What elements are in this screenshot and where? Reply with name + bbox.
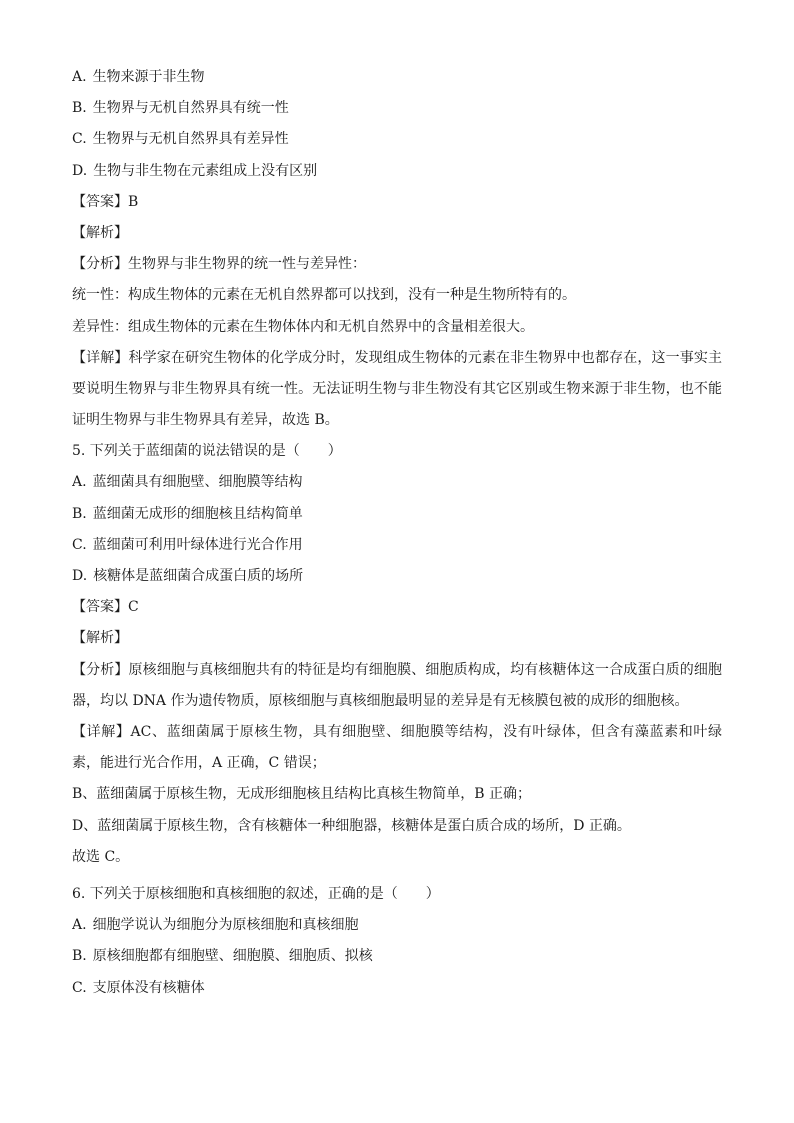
q4-option-b: B. 生物界与无机自然界具有统一性	[72, 100, 289, 117]
q4-xiangjie: 【详解】科学家在研究生物体的化学成分时，发现组成生物体的元素在非生物界中也都存在，这一事实主要说明生物界与非生物界具有统一性。无法证明生物与非生物没有其它区别或生物来源于非生物，也不能证明生物界与非生物界具有差异，故选 B。	[72, 349, 723, 429]
q5-option-b: B. 蓝细菌无成形的细胞核且结构简单	[72, 505, 303, 522]
q4-option-d: D. 生物与非生物在元素组成上没有区别	[72, 162, 318, 179]
q5-answer: 【答案】C	[72, 599, 139, 616]
q4-answer: 【答案】B	[72, 193, 139, 210]
q5-analysis-heading: 【解析】	[72, 630, 128, 647]
q5-conclusion: 故选 C。	[72, 848, 130, 865]
q5-stem: 5. 下列关于蓝细菌的说法错误的是（ ）	[72, 443, 342, 460]
q5-option-a: A. 蓝细菌具有细胞壁、细胞膜等结构	[72, 474, 303, 491]
q6-option-c: C. 支原体没有核糖体	[72, 979, 205, 996]
q4-analysis-heading: 【解析】	[72, 224, 128, 241]
document-page	[72, 62, 722, 1004]
q5-fenxi: 【分析】原核细胞与真核细胞共有的特征是均有细胞膜、细胞质构成，均有核糖体这一合成蛋白质的细胞器，均以 DNA 作为遗传物质，原核细胞与真核细胞最明显的差异是有无核膜包被的成形的细胞核。	[72, 661, 723, 709]
q4-unity: 统一性：构成生物体的元素在无机自然界都可以找到，没有一种是生物所特有的。	[72, 287, 576, 304]
q5-option-d: D. 核糖体是蓝细菌合成蛋白质的场所	[72, 568, 304, 585]
q6-option-a: A. 细胞学说认为细胞分为原核细胞和真核细胞	[72, 917, 359, 934]
q4-fenxi: 【分析】生物界与非生物界的统一性与差异性：	[72, 256, 366, 273]
q6-stem: 6. 下列关于原核细胞和真核细胞的叙述，正确的是（ ）	[72, 885, 440, 902]
q5-option-c: C. 蓝细菌可利用叶绿体进行光合作用	[72, 536, 303, 553]
q4-difference: 差异性：组成生物体的元素在生物体体内和无机自然界中的含量相差很大。	[72, 318, 534, 335]
q4-option-a: A. 生物来源于非生物	[72, 69, 205, 85]
q5-line-d: D、蓝细菌属于原核生物，含有核糖体一种细胞器，核糖体是蛋白质合成的场所，D 正确。	[72, 817, 631, 834]
q5-xiangjie: 【详解】AC、蓝细菌属于原核生物，具有细胞壁、细胞膜等结构，没有叶绿体，但含有藻蓝素和叶绿素，能进行光合作用，A 正确，C 错误；	[72, 724, 722, 772]
q5-line-b: B、蓝细菌属于原核生物，无成形细胞核且结构比真核生物简单，B 正确；	[72, 786, 532, 803]
q4-option-c: C. 生物界与无机自然界具有差异性	[72, 131, 289, 148]
q6-option-b: B. 原核细胞都有细胞壁、细胞膜、细胞质、拟核	[72, 948, 373, 965]
